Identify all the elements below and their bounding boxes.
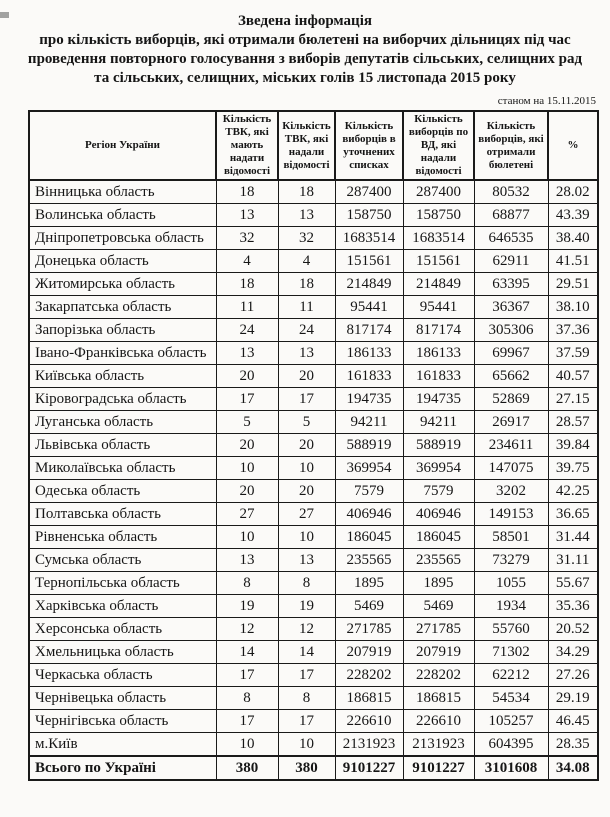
date-note: станом на 15.11.2015 [497,95,596,107]
value-cell: 31.44 [548,526,598,549]
table-row [29,411,598,434]
value-cell: 1055 [474,572,548,595]
table-row [29,457,598,480]
value-cell: 13 [216,342,278,365]
value-cell: 8 [216,572,278,595]
value-cell: 161833 [335,365,403,388]
value-cell: 147075 [474,457,548,480]
value-cell: 8 [278,572,335,595]
region-cell: Донецька область [29,250,216,273]
value-cell: 5469 [335,595,403,618]
value-cell: 20 [278,434,335,457]
value-cell: 235565 [335,549,403,572]
value-cell: 24 [278,319,335,342]
region-cell: Черкаська область [29,664,216,687]
value-cell: 69967 [474,342,548,365]
col-header-voters-vd: Кількість виборців по ВД, які надали відомості [403,111,474,180]
value-cell: 20 [278,365,335,388]
value-cell: 94211 [403,411,474,434]
value-cell: 406946 [403,503,474,526]
table-row [29,319,598,342]
value-cell: 588919 [335,434,403,457]
region-cell: Чернігівська область [29,710,216,733]
value-cell: 13 [216,204,278,227]
value-cell: 27.15 [548,388,598,411]
value-cell: 62212 [474,664,548,687]
table-row [29,710,598,733]
header-row [29,111,598,180]
value-cell: 11 [278,296,335,319]
value-cell: 287400 [335,180,403,204]
value-cell: 41.51 [548,250,598,273]
col-header-voters-lists: Кількість виборців в уточнених списках [335,111,403,180]
value-cell: 228202 [403,664,474,687]
value-cell: 18 [216,273,278,296]
total-row [29,756,598,780]
total-value-cell: 9101227 [335,756,403,780]
table-row [29,388,598,411]
table-header [29,111,598,180]
region-cell: Волинська область [29,204,216,227]
value-cell: 105257 [474,710,548,733]
value-cell: 55.67 [548,572,598,595]
value-cell: 149153 [474,503,548,526]
value-cell: 5 [216,411,278,434]
value-cell: 37.36 [548,319,598,342]
table-row [29,250,598,273]
value-cell: 5 [278,411,335,434]
value-cell: 604395 [474,733,548,757]
region-cell: Кіровоградська область [29,388,216,411]
col-header-tvk-expected: Кількість ТВК, які мають надати відомості [216,111,278,180]
value-cell: 63395 [474,273,548,296]
region-cell: м.Київ [29,733,216,757]
value-cell: 5469 [403,595,474,618]
region-cell: Львівська область [29,434,216,457]
value-cell: 52869 [474,388,548,411]
value-cell: 36.65 [548,503,598,526]
value-cell: 226610 [403,710,474,733]
value-cell: 151561 [403,250,474,273]
value-cell: 46.45 [548,710,598,733]
value-cell: 10 [278,733,335,757]
total-value-cell: 9101227 [403,756,474,780]
value-cell: 39.84 [548,434,598,457]
value-cell: 10 [278,457,335,480]
region-cell: Херсонська область [29,618,216,641]
region-cell: Миколаївська область [29,457,216,480]
value-cell: 24 [216,319,278,342]
value-cell: 1895 [403,572,474,595]
region-cell: Рівненська область [29,526,216,549]
value-cell: 11 [216,296,278,319]
table-row [29,664,598,687]
value-cell: 34.29 [548,641,598,664]
table-row [29,180,598,204]
document-title [10,12,600,88]
title-line-1: Зведена інформація [238,13,372,29]
value-cell: 36367 [474,296,548,319]
value-cell: 817174 [403,319,474,342]
value-cell: 62911 [474,250,548,273]
table-row [29,549,598,572]
value-cell: 32 [278,227,335,250]
value-cell: 194735 [335,388,403,411]
value-cell: 646535 [474,227,548,250]
value-cell: 43.39 [548,204,598,227]
value-cell: 94211 [335,411,403,434]
value-cell: 194735 [403,388,474,411]
region-cell: Чернівецька область [29,687,216,710]
region-cell: Івано-Франківська область [29,342,216,365]
value-cell: 35.36 [548,595,598,618]
value-cell: 20 [278,480,335,503]
value-cell: 13 [278,204,335,227]
value-cell: 71302 [474,641,548,664]
total-value-cell: 380 [278,756,335,780]
value-cell: 18 [278,180,335,204]
table-row [29,296,598,319]
value-cell: 4 [278,250,335,273]
value-cell: 20 [216,365,278,388]
value-cell: 369954 [403,457,474,480]
value-cell: 1683514 [335,227,403,250]
value-cell: 817174 [335,319,403,342]
col-header-tvk-reported: Кількість ТВК, які надали відомості [278,111,335,180]
value-cell: 17 [278,664,335,687]
table-row [29,480,598,503]
total-value-cell: 3101608 [474,756,548,780]
value-cell: 186133 [403,342,474,365]
value-cell: 31.11 [548,549,598,572]
value-cell: 28.57 [548,411,598,434]
value-cell: 1934 [474,595,548,618]
table-row [29,273,598,296]
value-cell: 7579 [335,480,403,503]
col-header-ballots-received: Кількість виборців, які отримали бюлетені [474,111,548,180]
value-cell: 27.26 [548,664,598,687]
value-cell: 10 [216,733,278,757]
value-cell: 14 [216,641,278,664]
value-cell: 158750 [335,204,403,227]
region-cell: Хмельницька область [29,641,216,664]
region-cell: Запорізька область [29,319,216,342]
value-cell: 1683514 [403,227,474,250]
value-cell: 226610 [335,710,403,733]
value-cell: 28.35 [548,733,598,757]
table-row [29,733,598,757]
value-cell: 65662 [474,365,548,388]
value-cell: 406946 [335,503,403,526]
value-cell: 27 [278,503,335,526]
title-line-4: та сільських, селищних, міських голів 15 листопада 2015 року [94,70,516,86]
col-header-region: Регіон України [29,111,216,180]
value-cell: 42.25 [548,480,598,503]
value-cell: 8 [278,687,335,710]
value-cell: 8 [216,687,278,710]
value-cell: 18 [216,180,278,204]
value-cell: 38.40 [548,227,598,250]
value-cell: 55760 [474,618,548,641]
table-row [29,342,598,365]
value-cell: 95441 [335,296,403,319]
value-cell: 10 [216,457,278,480]
value-cell: 207919 [403,641,474,664]
value-cell: 40.57 [548,365,598,388]
table-row [29,365,598,388]
region-cell: Київська область [29,365,216,388]
title-line-3: проведення повторного голосування з виборів депутатів сільських, селищних рад [27,51,583,67]
value-cell: 2131923 [403,733,474,757]
table-row [29,204,598,227]
region-cell: Тернопільська область [29,572,216,595]
value-cell: 235565 [403,549,474,572]
value-cell: 29.51 [548,273,598,296]
table-row [29,641,598,664]
value-cell: 271785 [335,618,403,641]
region-cell: Дніпропетровська область [29,227,216,250]
value-cell: 186045 [335,526,403,549]
value-cell: 10 [216,526,278,549]
value-cell: 12 [278,618,335,641]
value-cell: 20 [216,434,278,457]
table-row [29,572,598,595]
value-cell: 19 [278,595,335,618]
value-cell: 151561 [335,250,403,273]
table-row [29,687,598,710]
value-cell: 73279 [474,549,548,572]
value-cell: 13 [278,549,335,572]
value-cell: 58501 [474,526,548,549]
value-cell: 13 [278,342,335,365]
table-row [29,434,598,457]
value-cell: 17 [278,710,335,733]
value-cell: 28.02 [548,180,598,204]
total-value-cell: 380 [216,756,278,780]
value-cell: 4 [216,250,278,273]
value-cell: 1895 [335,572,403,595]
col-header-percent: % [548,111,598,180]
value-cell: 207919 [335,641,403,664]
value-cell: 12 [216,618,278,641]
table-body [29,180,598,756]
value-cell: 19 [216,595,278,618]
value-cell: 10 [278,526,335,549]
table-row [29,618,598,641]
value-cell: 186815 [403,687,474,710]
table-row [29,595,598,618]
value-cell: 37.59 [548,342,598,365]
value-cell: 186133 [335,342,403,365]
value-cell: 588919 [403,434,474,457]
value-cell: 13 [216,549,278,572]
value-cell: 26917 [474,411,548,434]
value-cell: 14 [278,641,335,664]
value-cell: 18 [278,273,335,296]
value-cell: 17 [278,388,335,411]
region-cell: Луганська область [29,411,216,434]
value-cell: 228202 [335,664,403,687]
value-cell: 39.75 [548,457,598,480]
value-cell: 2131923 [335,733,403,757]
value-cell: 68877 [474,204,548,227]
summary-table [28,110,599,781]
value-cell: 7579 [403,480,474,503]
region-cell: Одеська область [29,480,216,503]
region-cell: Полтавська область [29,503,216,526]
value-cell: 20 [216,480,278,503]
value-cell: 17 [216,664,278,687]
total-label: Всього по Україні [29,756,216,780]
region-cell: Вінницька область [29,180,216,204]
value-cell: 54534 [474,687,548,710]
region-cell: Сумська область [29,549,216,572]
scan-artifact [0,12,9,18]
value-cell: 17 [216,710,278,733]
value-cell: 17 [216,388,278,411]
value-cell: 234611 [474,434,548,457]
region-cell: Житомирська область [29,273,216,296]
value-cell: 80532 [474,180,548,204]
value-cell: 305306 [474,319,548,342]
value-cell: 27 [216,503,278,526]
value-cell: 3202 [474,480,548,503]
value-cell: 158750 [403,204,474,227]
value-cell: 20.52 [548,618,598,641]
value-cell: 32 [216,227,278,250]
value-cell: 214849 [335,273,403,296]
title-line-2: про кількість виборців, які отримали бюлетені на виборчих дільницях під час [39,32,571,48]
value-cell: 38.10 [548,296,598,319]
table-row [29,227,598,250]
value-cell: 271785 [403,618,474,641]
total-value-cell: 34.08 [548,756,598,780]
region-cell: Закарпатська область [29,296,216,319]
value-cell: 95441 [403,296,474,319]
value-cell: 29.19 [548,687,598,710]
value-cell: 287400 [403,180,474,204]
value-cell: 186815 [335,687,403,710]
table-footer [29,756,598,780]
value-cell: 161833 [403,365,474,388]
region-cell: Харківська область [29,595,216,618]
value-cell: 369954 [335,457,403,480]
value-cell: 214849 [403,273,474,296]
table-row [29,503,598,526]
table-row [29,526,598,549]
value-cell: 186045 [403,526,474,549]
